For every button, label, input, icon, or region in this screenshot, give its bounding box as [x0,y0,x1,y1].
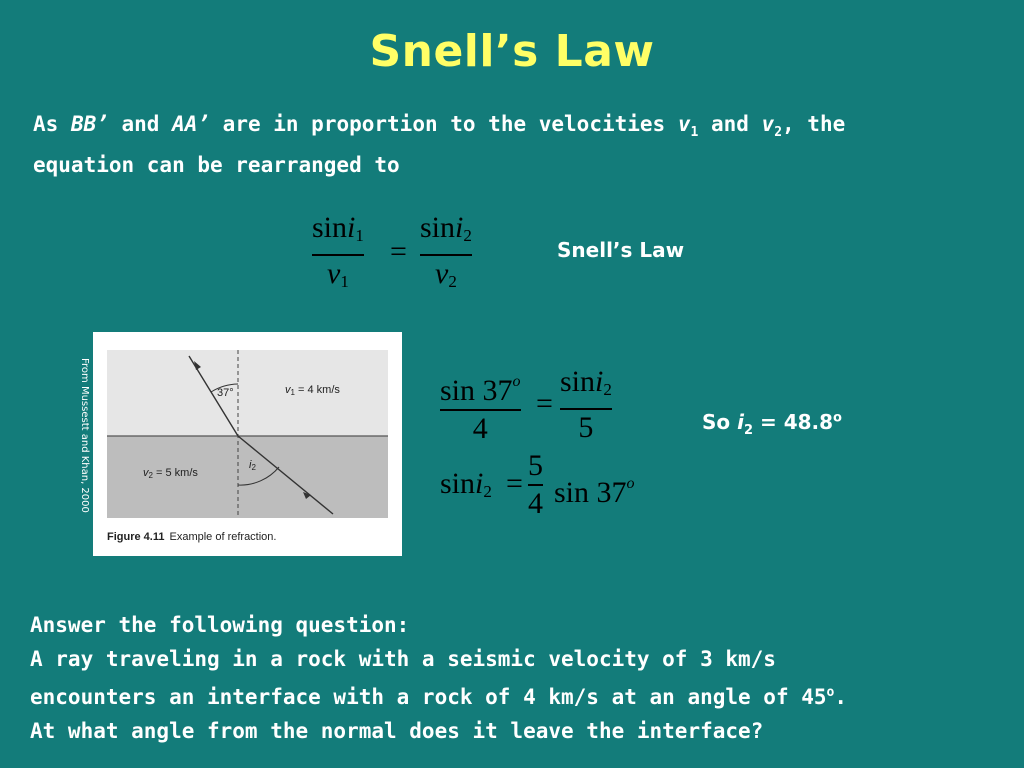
question-heading: Answer the following question: [30,613,410,637]
bb-term: BB’ [70,112,109,136]
v1-value: = 4 km/s [294,384,340,396]
intro-segment: , the [782,112,846,136]
v2-symbol: v [143,467,149,479]
subscript: 2 [483,482,492,501]
denominator: 4 [472,411,488,445]
fraction-right [420,210,472,300]
equals-sign: = [506,467,523,500]
result-value: = 48.8 [753,410,834,434]
v2-term: v [761,112,775,136]
snell-law-label: Snell’s Law [557,238,685,262]
subscript: 2 [603,380,612,399]
subscript: 2 [463,226,472,245]
sin-text: sin [560,365,596,398]
equals-sign: = [390,235,407,268]
denominator [435,256,457,300]
sin-text: sin [440,467,476,500]
v2-value: = 5 km/s [152,467,198,479]
caption-figure-number: Figure 4.11 [107,531,165,543]
v1-sub: 1 [290,388,295,397]
intro-line-1 [33,108,993,149]
intro-line-2: equation can be rearranged to [33,153,400,178]
question-line-text: encounters an interface with a rock of 4 km/s at an angle of 45 [30,685,827,709]
degree-superscript: o [626,475,635,492]
upper-medium [107,350,388,436]
question-line: At what angle from the normal does it leave the interface? [30,719,764,743]
degree-superscript: o [826,685,835,700]
slide-title: Snell’s Law [369,26,655,77]
velocity-var: v [327,256,341,290]
denominator: 4 [528,486,543,520]
i2-symbol: i [249,459,252,471]
result-prefix: So [702,410,738,434]
sin-text: sin 37 [554,476,627,509]
sin-text: sin [420,211,456,244]
refraction-diagram [93,332,402,556]
caption-text: Example of refraction. [169,531,277,543]
aa-term: AA’ [172,112,211,136]
question-block [30,608,1000,748]
intro-segment: and [698,112,762,136]
v1-symbol: v [285,384,291,396]
question-line [30,676,1000,714]
angle-var: i [595,365,604,398]
subscript: 2 [448,271,457,291]
angle-var: i [475,467,484,500]
i2-sub: 2 [251,463,256,472]
numerator [560,364,612,408]
question-line-end: . [834,685,847,709]
v2-subscript: 2 [774,125,783,141]
degree-superscript: o [512,373,521,390]
fraction-left [440,364,521,447]
solve-rhs [554,466,635,511]
question-line: A ray traveling in a rock with a seismic velocity of 3 km/s [30,647,776,671]
degree-superscript: o [833,410,842,426]
fraction-left [312,210,364,300]
result-text [702,410,842,438]
refraction-figure [93,332,402,556]
sin-text: sin [312,211,348,244]
v1-subscript: 1 [690,125,699,141]
fraction-right [560,364,612,446]
angle-37-label: 37° [217,387,234,399]
five-fourths-fraction [528,448,543,522]
v1-term: v [677,112,691,136]
numerator [420,210,472,254]
numerator [440,364,521,409]
solve-lhs [440,466,492,510]
angle-var: i [347,211,356,244]
intro-segment: and [108,112,173,136]
subscript: 1 [355,226,364,245]
angle-var: i [455,211,464,244]
denominator: 5 [578,410,594,444]
numerator [312,210,364,254]
denominator [327,256,349,300]
subscript: 1 [340,271,349,291]
figure-caption [107,531,276,543]
result-var: i [737,410,744,434]
intro-segment: are in proportion to the velocities [210,112,678,136]
numerator: 5 [528,449,543,482]
v2-sub: 2 [148,471,153,480]
equals-sign: = [536,387,553,420]
result-sub: 2 [743,423,754,438]
velocity-var: v [435,256,449,290]
intro-segment: As [33,112,71,136]
figure-source-credit: From Mussestt and Khan, 2000 [79,358,90,513]
sin-text: sin 37 [440,374,513,407]
intro-text [33,108,993,182]
